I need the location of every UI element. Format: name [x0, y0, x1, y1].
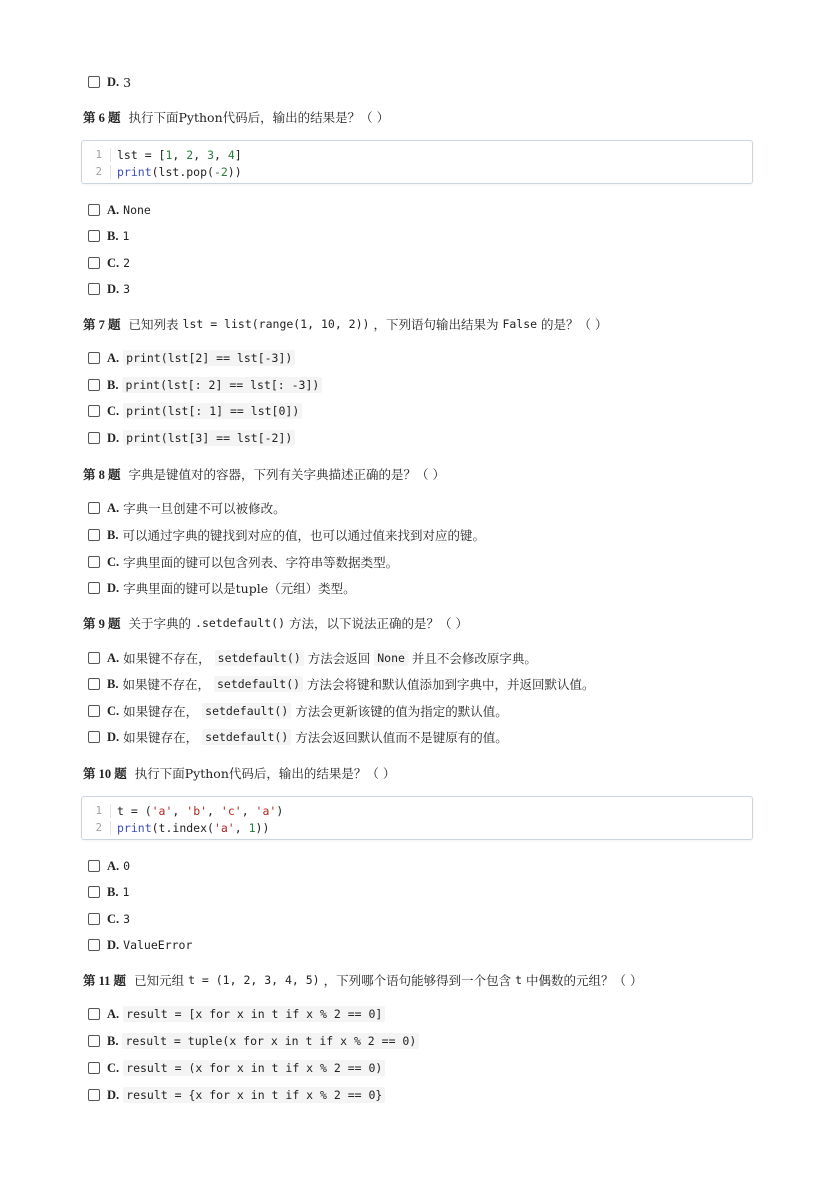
checkbox[interactable]	[88, 283, 100, 295]
option-c: C. 2	[88, 253, 130, 273]
option-d: D. 3	[88, 72, 131, 92]
code-line: lst = [1, 2, 3, 4]	[110, 148, 242, 162]
question-number: 第 7 题	[83, 318, 121, 332]
option-b: B. 1	[88, 226, 129, 246]
question-number: 第 6 题	[83, 111, 121, 125]
checkbox[interactable]	[88, 502, 100, 514]
option-a: A. None	[88, 200, 151, 220]
checkbox[interactable]	[88, 432, 100, 444]
option-b: B. 如果键不存在， setdefault() 方法会将键和默认值添加到字典中，并返回默认值。	[88, 674, 595, 694]
code-line: print(lst.pop(-2))	[110, 165, 242, 179]
option-c: C. print(lst[: 1] == lst[0])	[88, 401, 302, 421]
checkbox[interactable]	[88, 860, 100, 872]
checkbox[interactable]	[88, 1089, 100, 1101]
option-b: B. result = tuple(x for x in t if x % 2 == 0)	[88, 1031, 419, 1051]
question-text: 执行下面Python代码后，输出的结果是？（ ）	[134, 766, 396, 781]
checkbox[interactable]	[88, 652, 100, 664]
checkbox[interactable]	[88, 731, 100, 743]
checkbox[interactable]	[88, 76, 100, 88]
checkbox[interactable]	[88, 1035, 100, 1047]
question-8	[83, 464, 445, 484]
option-c: C. result = (x for x in t if x % 2 == 0)	[88, 1058, 385, 1078]
option-a: A. result = [x for x in t if x % 2 == 0]	[88, 1004, 385, 1024]
question-6	[83, 107, 389, 127]
checkbox[interactable]	[88, 678, 100, 690]
checkbox[interactable]	[88, 913, 100, 925]
code-line: print(t.index('a', 1))	[110, 821, 269, 835]
code-block: 1 t = ('a', 'b', 'c', 'a') 2 print(t.index('a', 1))	[81, 796, 753, 840]
checkbox[interactable]	[88, 204, 100, 216]
question-number: 第 10 题	[83, 767, 127, 781]
option-d: D. ValueError	[88, 935, 192, 955]
option-c: C. 3	[88, 909, 130, 929]
checkbox[interactable]	[88, 352, 100, 364]
question-number: 第 9 题	[83, 617, 121, 631]
checkbox[interactable]	[88, 1062, 100, 1074]
option-a: A. 字典一旦创建不可以被修改。	[88, 498, 286, 518]
question-9: 第 9 题 关于字典的 .setdefault() 方法，以下说法正确的是？（ ）	[83, 616, 468, 631]
checkbox[interactable]	[88, 257, 100, 269]
question-7: 第 7 题 已知列表 lst = list(range(1, 10, 2)) ，下列语句输出结果为 False 的是？（ ）	[83, 317, 608, 332]
option-c: C. 字典里面的键可以包含列表、字符串等数据类型。	[88, 552, 398, 572]
checkbox[interactable]	[88, 556, 100, 568]
option-b: B. print(lst[: 2] == lst[: -3])	[88, 375, 322, 395]
option-d: D. result = {x for x in t if x % 2 == 0}	[88, 1085, 385, 1105]
checkbox[interactable]	[88, 230, 100, 242]
question-text: 执行下面Python代码后，输出的结果是？（ ）	[128, 110, 390, 125]
option-a: A. print(lst[2] == lst[-3])	[88, 348, 295, 368]
code-block: 1 lst = [1, 2, 3, 4] 2 print(lst.pop(-2))	[81, 140, 753, 184]
option-d: D. 3	[88, 279, 130, 299]
option-b: B. 1	[88, 882, 129, 902]
checkbox[interactable]	[88, 529, 100, 541]
code-line: t = ('a', 'b', 'c', 'a')	[110, 804, 283, 818]
checkbox[interactable]	[88, 379, 100, 391]
question-11: 第 11 题 已知元组 t = (1, 2, 3, 4, 5) ，下列哪个语句能够得到一个包含 t 中偶数的元组？（ ）	[83, 973, 643, 988]
option-a: A. 如果键不存在， setdefault() 方法会返回 None 并且不会修改原字典。	[88, 648, 537, 668]
checkbox[interactable]	[88, 1008, 100, 1020]
question-number: 第 11 题	[83, 974, 127, 988]
checkbox[interactable]	[88, 886, 100, 898]
option-d: D. 字典里面的键可以是tuple（元组）类型。	[88, 578, 356, 598]
option-c: C. 如果键存在， setdefault() 方法会更新该键的值为指定的默认值。	[88, 701, 508, 721]
checkbox[interactable]	[88, 939, 100, 951]
checkbox[interactable]	[88, 705, 100, 717]
option-b: B. 可以通过字典的键找到对应的值，也可以通过值来找到对应的键。	[88, 525, 485, 545]
question-text: 字典是键值对的容器，下列有关字典描述正确的是？（ ）	[128, 467, 445, 482]
checkbox[interactable]	[88, 582, 100, 594]
checkbox[interactable]	[88, 405, 100, 417]
question-number: 第 8 题	[83, 468, 121, 482]
option-a: A. 0	[88, 856, 130, 876]
option-d: D. print(lst[3] == lst[-2])	[88, 428, 295, 448]
option-d: D. 如果键存在， setdefault() 方法会返回默认值而不是键原有的值。	[88, 727, 508, 747]
question-10	[83, 763, 395, 783]
